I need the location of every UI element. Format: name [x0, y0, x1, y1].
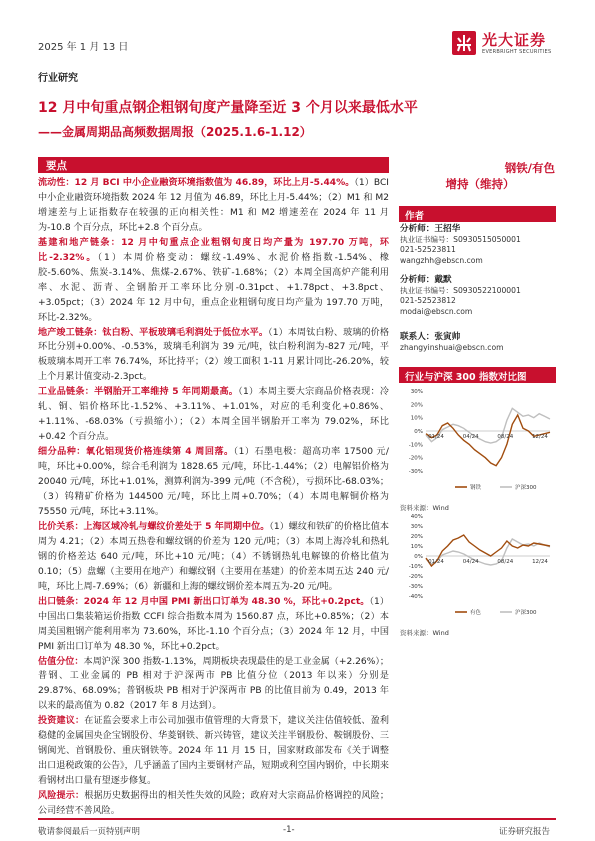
- report-subtitle: ——金属周期品高频数据周报（2025.1.6-1.12）: [38, 125, 312, 139]
- report-date: 2025 年 1 月 13 日: [38, 42, 129, 53]
- logo-subtext: EVERBRIGHT SECURITIES: [482, 49, 552, 55]
- paragraph-completion: 地产竣工链条：钛白粉、平板玻璃毛利润处于低位水平。（1）本周钛白粉、玻璃的价格环比分别+0.00%、-0.53%，玻璃毛利润为 39 元/吨，钛白粉利润为-827 元/吨，平板玻璃本周开工率 76.74%，环比持平；（2）竣工面积 1-11 月累计同比-26.20%，较上个月累计值变动-2.3pct。: [38, 327, 389, 383]
- paragraph-investment: 投资建议：在证监会要求上市公司加强市值管理的大背景下，建议关注估值较低、盈利稳健的金属国央企宝钢股份、华菱钢铁、新兴铸管，建议关注半钢股份、鞍钢股份、三钢闽光、首钢股份、重庆钢铁等。2024 年 11 月 15 日，国家财政部发布《关于调整出口退税政策的公告》，几乎涵盖了国内主要钢材产品，短期或利空国内钢价，中长期来看钢材出口量有望逐步修复。: [38, 716, 389, 787]
- x-tick-label: 12/24: [532, 559, 548, 565]
- x-tick-label: 04/24: [462, 434, 479, 440]
- y-tick-label: -10%: [408, 564, 423, 570]
- y-tick-label: -10%: [408, 442, 423, 449]
- contact-email: zhangyinshuai@ebscn.com: [400, 342, 504, 352]
- y-tick-label: 20%: [410, 534, 423, 540]
- x-tick-label: 04/24: [462, 559, 479, 565]
- paragraph-infrastructure: 基建和地产链条：12 月中旬重点企业粗钢旬度日均产量为 197.70 万吨，环比-2.32%。（1）本周价格变动：螺纹-1.49%、水泥价格指数-1.54%、橡胶-5.60%、焦炭-3.14%、焦煤-2.67%、铁矿-1.68%；（2）本周全国高炉产能利用率、水泥、沥青、全钢胎开工率环比分别-0.31pct、+1.78pct、+3.8pct、+3.05pct；（3）2024 年 12 月中旬，重点企业粗钢旬度日均产量为 197.70 万吨，环比-2.32%。: [38, 237, 389, 323]
- y-tick-label: -30%: [408, 584, 423, 590]
- y-tick-label: -20%: [408, 455, 423, 462]
- x-tick-label: 01/24: [428, 559, 444, 565]
- chart-section-header: [399, 367, 556, 383]
- x-tick-label: 01/24: [428, 434, 444, 440]
- paragraph-subsectors: 细分品种：氧化铝现货价格连续第 4 周回落。（1）石墨电极：超高功率 17500 元/吨，环比+0.00%，综合毛利润为 1828.65 元/吨，环比-1.44%；（2）电解铝价格为 20040 元/吨，环比+1.01%，测算利润为-399 元/吨（不含税），亏损环比-68.03%；（3）钨精矿价格为 144500 元/吨，环比上周+0.70%；（4）本周电解铜价格为 75550 元/吨，环比+3.11%。: [38, 447, 389, 517]
- chart-source: 资料来源：Wind: [400, 504, 449, 512]
- page-number: -1-: [283, 825, 295, 835]
- y-tick-label: 40%: [410, 514, 423, 520]
- x-tick-label: 08/24: [497, 434, 514, 440]
- y-tick-label: 10%: [410, 544, 423, 550]
- y-tick-label: -20%: [408, 574, 423, 580]
- footer-report-type: 证券研究报告: [499, 827, 551, 837]
- analyst-name: 分析师：戴默: [400, 275, 452, 285]
- key-points-body: [38, 176, 389, 819]
- key-points-label: 要点: [46, 160, 67, 172]
- footer-divider: [38, 818, 556, 820]
- y-tick-label: -40%: [408, 594, 423, 600]
- report-category: 行业研究: [38, 73, 78, 84]
- y-tick-label: 10%: [410, 415, 423, 422]
- paragraph-liquidity: 流动性：12 月 BCI 中小企业融资环境指数值为 46.89，环比上月-5.44%。（1）BCI 中小企业融资环境指数 2024 年 12 月值为 46.89，环比上月-5.44%；（2）M1 和 M2 增速差与上证指数存在较强的正向相关性：M1 和 M2 增速差在 2024 年 11 月为-10.8 个百分点，环比+2.8 个百分点。: [38, 178, 389, 233]
- analyst-phone: 021-52523812: [400, 296, 456, 306]
- x-tick-label: 12/24: [532, 434, 548, 440]
- chart-steel: [400, 387, 555, 495]
- paragraph-valuation: 估值分位：本周沪深 300 指数-1.13%，周期板块表现最佳的是工业金属（+2.26%）；普钢、工业金属的 PB 相对于沪深两市 PB 比值分位（2013 年以来）分别是 29.87%、68.09%；普钢板块 PB 相对于沪深两市 PB 的比值目前为 0.49，2013 年以来的最高值为 0.82（2017 年 8 月达到）。: [38, 656, 390, 712]
- authors-label: 作者: [405, 211, 425, 222]
- company-logo: [452, 27, 562, 67]
- analyst-license: 执业证书编号：S0930515050001: [400, 234, 521, 244]
- chart-nonferrous: [400, 512, 555, 620]
- legend-label: 沪深300: [515, 610, 537, 616]
- series-line: [426, 415, 550, 466]
- y-tick-label: 0%: [414, 429, 423, 435]
- logo-text: 光大证券: [482, 31, 547, 49]
- paragraph-export: 出口链条：2024 年 12 月中国 PMI 新出口订单为 48.30 %，环比+0.2pct。（1）中国出口集装箱运价指数 CCFI 综合指数本周为 1560.87 点，环比+0.85%；（2）本周美国粗钢产能利用率为 73.60%，环比-1.10 个百分点；（3）2024 年 12 月，中国 PMI 新出口订单为 48.30 %，环比+0.2pct。: [38, 596, 389, 652]
- y-tick-label: 20%: [410, 402, 423, 409]
- paragraph-industrial: 工业品链条：半钢胎开工率维持 5 年同期最高。（1）本周主要大宗商品价格表现：冷轧、铜、铝价格环比-1.52%、+3.11%、+1.01%，对应的毛利变化+0.86%、+1.11%、-68.03%（亏损缩小）；（2）本周全国半钢胎开工率为 79.02%，环比+0.42 个百分点。: [38, 387, 389, 443]
- logo-mark-icon: [452, 31, 476, 55]
- y-tick-label: 30%: [410, 524, 423, 530]
- analyst-license: 执业证书编号：S0930522100001: [400, 285, 521, 295]
- y-tick-label: -30%: [408, 469, 423, 475]
- chart-section-label: 行业与沪深 300 指数对比图: [405, 372, 527, 383]
- analyst-name: 分析师：王招华: [400, 224, 461, 234]
- footer-disclaimer: 敬请参阅最后一页特别声明: [38, 827, 141, 837]
- analyst-block: [400, 275, 521, 317]
- legend-label: 钢铁: [470, 485, 482, 491]
- analyst-email: modai@ebscn.com: [400, 306, 473, 316]
- sector-name: 钢铁/有色: [504, 161, 555, 175]
- paragraph-price-ratio: 比价关系：上海区域冷轧与螺纹价差处于 5 年同期中位。（1）螺纹和铁矿的价格比值本周为 4.21；（2）本周五热卷和螺纹钢的价差为 120 元/吨；（3）本周上海冷轧和热轧钢的价格差达 640 元/吨，环比+10 元/吨；（4）不锈钢热轧电解镍的价格比值为 0.10；（5）盘螺（主要用在地产）和螺纹钢（主要用在基建）的价差本周五达 240 元/吨，环比上周-7.69%；（6）新疆和上海的螺纹钢价差本周五为-20 元/吨。: [38, 521, 389, 592]
- sector-rating: 增持（维持）: [445, 177, 515, 191]
- contact-block: [400, 332, 504, 353]
- paragraph-risk: 风险提示：根据历史数据得出的相关性失效的风险；政府对大宗商品价格调控的风险；公司经营不善风险。: [38, 791, 389, 817]
- analyst-block: [400, 224, 521, 266]
- analyst-phone: 021-52523811: [400, 245, 456, 255]
- chart-source: 资料来源：Wind: [400, 629, 449, 637]
- x-tick-label: 08/24: [497, 559, 514, 565]
- legend-label: 有色: [470, 610, 482, 616]
- legend-label: 沪深300: [515, 485, 537, 491]
- y-tick-label: 0%: [414, 554, 423, 560]
- report-title: 12 月中旬重点钢企粗钢旬度产量降至近 3 个月以来最低水平: [38, 100, 418, 116]
- key-points-header: [38, 157, 389, 173]
- analyst-email: wangzhh@ebscn.com: [400, 255, 483, 265]
- y-tick-label: 30%: [410, 389, 423, 395]
- authors-header: [399, 206, 556, 222]
- contact-name: 联系人：张寅帅: [400, 332, 461, 342]
